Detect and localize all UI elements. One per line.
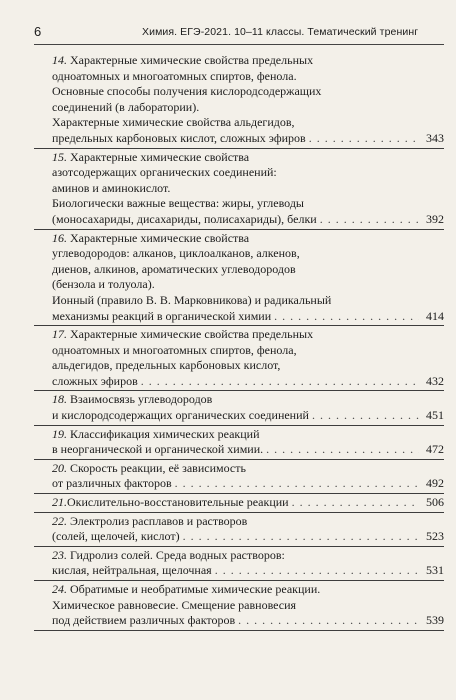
toc-entry-last-line (52, 529, 444, 545)
toc-entry-line (52, 115, 444, 131)
toc-entry-line (52, 461, 444, 477)
toc-entry-number: 14. (52, 53, 67, 67)
toc-entry-last-line (52, 374, 444, 390)
toc-entry-text: предельных карбоновых кислот, сложных эфиров (52, 130, 306, 145)
toc-entry-text: кислая, нейтральная, щелочная (52, 563, 212, 578)
toc-entry-text: Гидролиз солей. Среда водных растворов: (70, 547, 285, 562)
toc-entry-text: от различных факторов (52, 476, 172, 491)
leader-dots (238, 613, 419, 629)
leader-dots (183, 529, 419, 545)
toc-entry-number: 24. (52, 582, 67, 596)
toc-entry-line (52, 392, 444, 408)
toc-page-number: 523 (426, 529, 444, 544)
toc-entry-line (52, 427, 444, 443)
toc-entry-number: 19. (52, 426, 67, 441)
toc-entry-number: 21. (52, 495, 67, 510)
toc-entry-text: азотсодержащих органических соединений: (52, 165, 277, 180)
toc-entry-text: (солей, щелочей, кислот) (52, 529, 180, 544)
toc-entry-text: Классификация химических реакций (70, 426, 260, 441)
toc-entry-last-line (52, 309, 444, 325)
toc-page-number: 531 (426, 563, 444, 578)
toc-entry-line (52, 277, 444, 293)
toc-entry-text: Химическое равновесие. Смещение равновесия (52, 597, 297, 612)
toc-page-number: 506 (426, 495, 444, 510)
toc-entry-text: механизмы реакций в органической химии (52, 308, 272, 323)
toc-entry-text: одноатомных и многоатомных спиртов, фенола. (52, 68, 297, 83)
toc-entry-last-line (52, 613, 444, 629)
toc-entry-line (52, 181, 444, 197)
toc-entry-text: альдегидов, предельных карбоновых кислот, (52, 358, 281, 373)
toc-entry-line (52, 165, 444, 181)
toc-entry-text: под действием различных факторов (52, 613, 236, 628)
toc-entry-last-line (52, 563, 444, 579)
toc-entry-line (52, 293, 444, 309)
toc-page-number: 432 (426, 373, 444, 388)
running-head: Химия. ЕГЭ-2021. 10–11 классы. Тематический тренинг (142, 26, 419, 38)
toc-page-number: 492 (426, 476, 444, 491)
toc-entry-text: одноатомных и многоатомных спиртов, фенола, (52, 342, 297, 357)
toc-entry-number: 23. (52, 547, 67, 562)
toc-entry[interactable] (34, 230, 444, 327)
page-number: 6 (34, 24, 42, 39)
toc-entry-text: диенов, алкинов, ароматических углеводородов (52, 261, 296, 276)
toc-entry-text: Характерные химические свойства (70, 149, 250, 164)
toc-entry-line (52, 150, 444, 166)
toc-entry-text: аминов и аминокислот. (52, 180, 171, 195)
toc-page-number: 472 (426, 442, 444, 457)
toc-entry-line (52, 343, 444, 359)
toc-entry[interactable] (34, 149, 444, 230)
toc-entry[interactable] (34, 494, 444, 513)
toc-entry-text: (моносахариды, дисахариды, полисахариды), белки (52, 211, 317, 226)
toc-entry-line (52, 582, 444, 598)
toc-entry-text: Характерные химические свойства предельных (70, 327, 314, 342)
toc-entry-text: Характерные химические свойства альдегидов, (52, 115, 295, 130)
toc-entry-text: Ионный (правило В. В. Марковникова) и радикальный (52, 292, 332, 307)
leader-dots (292, 495, 419, 511)
toc-entry-text: и кислородсодержащих органических соединений (52, 408, 309, 423)
leader-dots (266, 442, 419, 458)
toc-entry-line (52, 246, 444, 262)
toc-entry-text: углеводородов: алканов, циклоалканов, алкенов, (52, 246, 300, 261)
leader-dots (215, 563, 419, 579)
toc-entry-line (52, 84, 444, 100)
toc-entry-last-line (52, 442, 444, 458)
toc-entry-line (52, 196, 444, 212)
toc-entry-text: Скорость реакции, её зависимость (70, 460, 246, 475)
header-rule (34, 44, 444, 45)
toc-entry[interactable] (34, 391, 444, 425)
toc-entry[interactable] (34, 547, 444, 581)
toc-entry-text: (бензола и толуола). (52, 277, 155, 292)
toc-entry-line (52, 100, 444, 116)
toc-entry-text: Окислительно-восстановительные реакции (67, 495, 289, 510)
toc-entry-last-line (52, 476, 444, 492)
toc-entry[interactable] (34, 513, 444, 547)
toc-entry[interactable] (34, 426, 444, 460)
toc-page-number: 343 (426, 130, 444, 145)
toc-entry-number: 15. (52, 149, 67, 164)
leader-dots (141, 374, 419, 390)
toc-entry-text: соединений (в лаборатории). (52, 99, 200, 114)
leader-dots (274, 309, 419, 325)
toc-entry[interactable] (34, 326, 444, 391)
toc-entry-number: 18. (52, 392, 67, 407)
toc-page-number: 414 (426, 308, 444, 323)
toc-entry-line (52, 262, 444, 278)
toc-entry-line (52, 514, 444, 530)
toc-entry-number: 20. (52, 460, 67, 475)
leader-dots (175, 476, 419, 492)
leader-dots (309, 131, 419, 147)
toc-entry-line (52, 69, 444, 85)
toc-entry-number: 17. (52, 327, 67, 342)
toc-entry-text: Биологически важные вещества: жиры, углеводы (52, 196, 304, 211)
toc-entry[interactable] (34, 460, 444, 494)
toc-entry-text: Характерные химические свойства (70, 230, 250, 245)
toc-entry-last-line (52, 212, 444, 228)
toc-entry[interactable] (34, 581, 444, 631)
toc-entry-line (52, 327, 444, 343)
toc-entry-text: Взаимосвязь углеводородов (70, 392, 213, 407)
toc-entry-text: Основные способы получения кислородсодержащих (52, 84, 322, 99)
table-of-contents (34, 52, 444, 631)
toc-entry-line (52, 358, 444, 374)
toc-page-number: 392 (426, 211, 444, 226)
toc-entry-number: 22. (52, 513, 67, 528)
toc-entry-text: сложных эфиров (52, 373, 138, 388)
page-header (0, 0, 456, 50)
toc-entry-text: Электролиз расплавов и растворов (70, 513, 248, 528)
toc-entry-text: Характерные химические свойства предельных (70, 53, 314, 67)
toc-entry-last-line (52, 408, 444, 424)
toc-page-number: 451 (426, 408, 444, 423)
toc-entry-last-line (52, 495, 444, 511)
toc-entry-line (52, 548, 444, 564)
toc-entry-text: в неорганической и органической химии. (52, 442, 264, 457)
toc-entry[interactable] (34, 52, 444, 149)
toc-page-number: 539 (426, 613, 444, 628)
toc-entry-line (52, 231, 444, 247)
toc-entry-line (52, 598, 444, 614)
leader-dots (320, 212, 419, 228)
toc-entry-number: 16. (52, 230, 67, 245)
toc-entry-text: Обратимые и необратимые химические реакции. (70, 582, 321, 596)
toc-entry-last-line (52, 131, 444, 147)
toc-entry-line (52, 53, 444, 69)
leader-dots (312, 408, 419, 424)
